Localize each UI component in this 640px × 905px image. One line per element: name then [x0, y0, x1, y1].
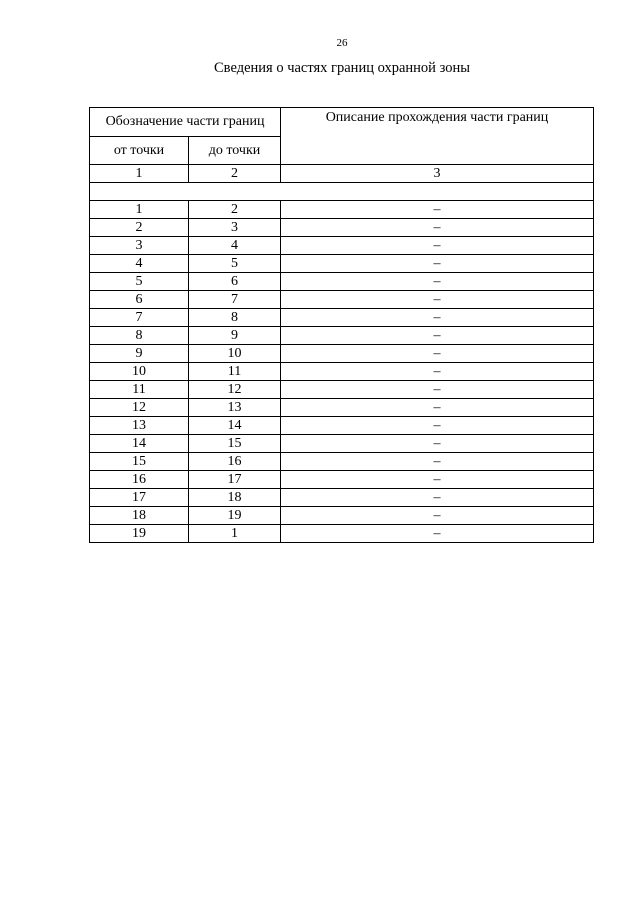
description-cell: –: [281, 453, 594, 471]
column-number-row: [90, 165, 594, 183]
from-point-cell: 5: [90, 273, 189, 291]
to-point-cell: 5: [189, 255, 281, 273]
to-point-cell: 2: [189, 201, 281, 219]
table-row: [90, 525, 594, 543]
table-row: [90, 489, 594, 507]
from-point-cell: 15: [90, 453, 189, 471]
column-number: 3: [281, 165, 594, 183]
to-point-cell: 7: [189, 291, 281, 309]
column-number: 1: [90, 165, 189, 183]
header-from-point: от точки: [90, 137, 189, 165]
description-cell: –: [281, 363, 594, 381]
description-cell: –: [281, 327, 594, 345]
from-point-cell: 2: [90, 219, 189, 237]
to-point-cell: 14: [189, 417, 281, 435]
table-row: [90, 219, 594, 237]
to-point-cell: 18: [189, 489, 281, 507]
to-point-cell: 11: [189, 363, 281, 381]
description-cell: –: [281, 237, 594, 255]
description-cell: –: [281, 489, 594, 507]
description-cell: –: [281, 417, 594, 435]
from-point-cell: 12: [90, 399, 189, 417]
table-row: [90, 327, 594, 345]
description-cell: –: [281, 291, 594, 309]
table-row: [90, 417, 594, 435]
to-point-cell: 12: [189, 381, 281, 399]
header-boundary-designation: Обозначение части границ: [90, 108, 281, 137]
from-point-cell: 14: [90, 435, 189, 453]
boundary-parts-table: [89, 107, 594, 543]
separator-cell: [90, 183, 594, 201]
to-point-cell: 3: [189, 219, 281, 237]
document-title: Сведения о частях границ охранной зоны: [214, 60, 470, 76]
table-row: [90, 453, 594, 471]
table-row: [90, 345, 594, 363]
description-cell: –: [281, 273, 594, 291]
from-point-cell: 10: [90, 363, 189, 381]
from-point-cell: 3: [90, 237, 189, 255]
from-point-cell: 8: [90, 327, 189, 345]
from-point-cell: 6: [90, 291, 189, 309]
column-number: 2: [189, 165, 281, 183]
to-point-cell: 1: [189, 525, 281, 543]
table-row: [90, 273, 594, 291]
from-point-cell: 16: [90, 471, 189, 489]
table-row: [90, 471, 594, 489]
description-cell: –: [281, 525, 594, 543]
from-point-cell: 18: [90, 507, 189, 525]
to-point-cell: 13: [189, 399, 281, 417]
header-to-point: до точки: [189, 137, 281, 165]
to-point-cell: 4: [189, 237, 281, 255]
description-cell: –: [281, 255, 594, 273]
table-row: [90, 201, 594, 219]
table-row: [90, 507, 594, 525]
description-cell: –: [281, 381, 594, 399]
description-cell: –: [281, 507, 594, 525]
description-cell: –: [281, 201, 594, 219]
table-row: [90, 291, 594, 309]
table-row: [90, 435, 594, 453]
from-point-cell: 17: [90, 489, 189, 507]
to-point-cell: 6: [189, 273, 281, 291]
description-cell: –: [281, 399, 594, 417]
table-row: [90, 381, 594, 399]
to-point-cell: 10: [189, 345, 281, 363]
from-point-cell: 19: [90, 525, 189, 543]
to-point-cell: 17: [189, 471, 281, 489]
table-row: [90, 237, 594, 255]
to-point-cell: 19: [189, 507, 281, 525]
from-point-cell: 7: [90, 309, 189, 327]
to-point-cell: 9: [189, 327, 281, 345]
to-point-cell: 8: [189, 309, 281, 327]
table-row: [90, 399, 594, 417]
table-row: [90, 363, 594, 381]
page-number: 26: [336, 37, 348, 49]
from-point-cell: 1: [90, 201, 189, 219]
table-row: [90, 309, 594, 327]
description-cell: –: [281, 435, 594, 453]
from-point-cell: 9: [90, 345, 189, 363]
header-description: Описание прохождения части границ: [281, 108, 594, 165]
to-point-cell: 15: [189, 435, 281, 453]
description-cell: –: [281, 219, 594, 237]
from-point-cell: 4: [90, 255, 189, 273]
header-row: [90, 108, 594, 137]
description-cell: –: [281, 345, 594, 363]
from-point-cell: 11: [90, 381, 189, 399]
separator-row: [90, 183, 594, 201]
description-cell: –: [281, 309, 594, 327]
table-row: [90, 255, 594, 273]
from-point-cell: 13: [90, 417, 189, 435]
to-point-cell: 16: [189, 453, 281, 471]
description-cell: –: [281, 471, 594, 489]
